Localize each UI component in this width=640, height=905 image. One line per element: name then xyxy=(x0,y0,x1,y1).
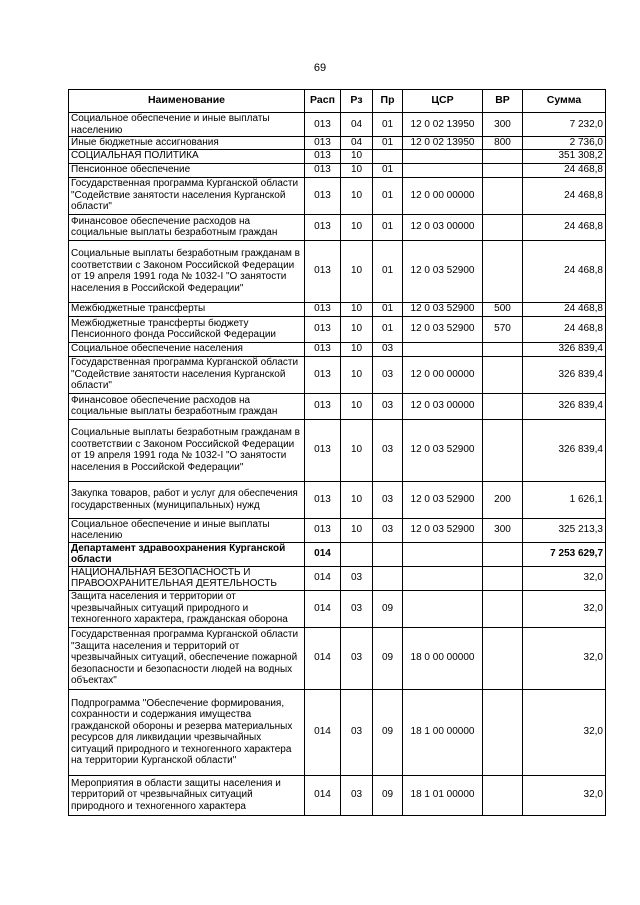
row-sum-cell: 24 468,8 xyxy=(523,302,606,316)
row-vr-cell xyxy=(483,627,523,689)
row-sum-cell: 7 232,0 xyxy=(523,113,606,137)
row-rasp-cell: 014 xyxy=(305,627,341,689)
row-vr-cell xyxy=(483,590,523,627)
row-rasp-cell: 014 xyxy=(305,689,341,775)
row-sum-cell: 32,0 xyxy=(523,627,606,689)
row-rz-cell: 10 xyxy=(341,356,373,393)
row-name-cell: Пенсионное обеспечение xyxy=(69,163,305,177)
row-name-cell: СОЦИАЛЬНАЯ ПОЛИТИКА xyxy=(69,149,305,163)
row-name-cell: Социальное обеспечение и иные выплаты населению xyxy=(69,113,305,137)
header-name: Наименование xyxy=(69,90,305,113)
row-sum-cell: 32,0 xyxy=(523,590,606,627)
row-csr-cell: 12 0 03 00000 xyxy=(403,393,483,419)
row-pr-cell xyxy=(373,542,403,566)
row-sum-cell: 326 839,4 xyxy=(523,419,606,481)
row-pr-cell: 03 xyxy=(373,342,403,356)
table-row xyxy=(69,214,606,240)
row-pr-cell: 03 xyxy=(373,518,403,542)
row-sum-cell: 32,0 xyxy=(523,775,606,815)
row-vr-cell xyxy=(483,214,523,240)
row-sum-cell: 7 253 629,7 xyxy=(523,542,606,566)
row-pr-cell: 01 xyxy=(373,240,403,302)
row-sum-cell: 2 736,0 xyxy=(523,137,606,150)
row-vr-cell: 570 xyxy=(483,316,523,342)
row-rz-cell: 10 xyxy=(341,177,373,214)
row-pr-cell: 09 xyxy=(373,627,403,689)
row-pr-cell: 01 xyxy=(373,163,403,177)
row-csr-cell: 12 0 03 00000 xyxy=(403,214,483,240)
row-rz-cell: 10 xyxy=(341,302,373,316)
row-pr-cell xyxy=(373,566,403,590)
row-name-cell: Государственная программа Курганской области "Защита населения и территорий от чрезвычайных ситуаций, обеспечение пожарной безопасности и безопасности людей на водных объектах" xyxy=(69,627,305,689)
row-pr-cell: 03 xyxy=(373,481,403,518)
row-csr-cell: 18 0 00 00000 xyxy=(403,627,483,689)
row-sum-cell: 24 468,8 xyxy=(523,316,606,342)
row-rasp-cell: 013 xyxy=(305,342,341,356)
table-row xyxy=(69,342,606,356)
table-row xyxy=(69,149,606,163)
row-vr-cell: 800 xyxy=(483,137,523,150)
row-vr-cell xyxy=(483,775,523,815)
row-name-cell: Департамент здравоохранения Курганской области xyxy=(69,542,305,566)
row-vr-cell xyxy=(483,689,523,775)
table-row xyxy=(69,590,606,627)
row-csr-cell: 12 0 03 52900 xyxy=(403,518,483,542)
table-header-row xyxy=(69,90,606,113)
table-row xyxy=(69,419,606,481)
row-csr-cell xyxy=(403,590,483,627)
row-vr-cell xyxy=(483,393,523,419)
row-pr-cell: 01 xyxy=(373,302,403,316)
table-row xyxy=(69,113,606,137)
budget-table xyxy=(68,89,606,816)
table-row xyxy=(69,689,606,775)
row-sum-cell: 24 468,8 xyxy=(523,214,606,240)
row-name-cell: Межбюджетные трансферты xyxy=(69,302,305,316)
row-csr-cell xyxy=(403,542,483,566)
row-rasp-cell: 014 xyxy=(305,566,341,590)
row-rz-cell: 03 xyxy=(341,689,373,775)
row-pr-cell: 01 xyxy=(373,177,403,214)
table-row xyxy=(69,566,606,590)
row-rasp-cell: 013 xyxy=(305,316,341,342)
row-sum-cell: 326 839,4 xyxy=(523,356,606,393)
row-rz-cell: 10 xyxy=(341,163,373,177)
row-name-cell: Государственная программа Курганской области "Содействие занятости населения Курганской области" xyxy=(69,356,305,393)
row-rasp-cell: 013 xyxy=(305,177,341,214)
row-rz-cell: 10 xyxy=(341,393,373,419)
row-name-cell: Социальное обеспечение и иные выплаты населению xyxy=(69,518,305,542)
row-sum-cell: 325 213,3 xyxy=(523,518,606,542)
row-vr-cell xyxy=(483,177,523,214)
row-vr-cell: 200 xyxy=(483,481,523,518)
row-vr-cell xyxy=(483,419,523,481)
row-rasp-cell: 013 xyxy=(305,356,341,393)
row-pr-cell: 01 xyxy=(373,113,403,137)
row-pr-cell: 03 xyxy=(373,393,403,419)
row-pr-cell: 09 xyxy=(373,590,403,627)
row-vr-cell xyxy=(483,163,523,177)
row-name-cell: Социальные выплаты безработным гражданам в соответствии с Законом Российской Федерации от 19 апреля 1991 года № 1032-I "О занятости населения в Российской Федерации" xyxy=(69,240,305,302)
row-sum-cell: 32,0 xyxy=(523,566,606,590)
row-name-cell: НАЦИОНАЛЬНАЯ БЕЗОПАСНОСТЬ И ПРАВООХРАНИТЕЛЬНАЯ ДЕЯТЕЛЬНОСТЬ xyxy=(69,566,305,590)
header-rasp: Расп xyxy=(305,90,341,113)
row-vr-cell xyxy=(483,149,523,163)
header-vr: ВР xyxy=(483,90,523,113)
table-row xyxy=(69,356,606,393)
row-rasp-cell: 013 xyxy=(305,149,341,163)
row-name-cell: Межбюджетные трансферты бюджету Пенсионного фонда Российской Федерации xyxy=(69,316,305,342)
row-rasp-cell: 013 xyxy=(305,137,341,150)
row-sum-cell: 351 308,2 xyxy=(523,149,606,163)
row-rasp-cell: 013 xyxy=(305,481,341,518)
row-sum-cell: 24 468,8 xyxy=(523,163,606,177)
row-rz-cell: 10 xyxy=(341,240,373,302)
row-rz-cell: 03 xyxy=(341,566,373,590)
row-pr-cell xyxy=(373,149,403,163)
row-name-cell: Социальные выплаты безработным гражданам в соответствии с Законом Российской Федерации от 19 апреля 1991 года № 1032-I "О занятости населения в Российской Федерации" xyxy=(69,419,305,481)
table-row xyxy=(69,163,606,177)
row-sum-cell: 326 839,4 xyxy=(523,342,606,356)
row-pr-cell: 03 xyxy=(373,356,403,393)
row-pr-cell: 01 xyxy=(373,214,403,240)
table-row xyxy=(69,240,606,302)
header-pr: Пр xyxy=(373,90,403,113)
table-row xyxy=(69,316,606,342)
row-rasp-cell: 014 xyxy=(305,775,341,815)
row-sum-cell: 1 626,1 xyxy=(523,481,606,518)
row-sum-cell: 24 468,8 xyxy=(523,177,606,214)
row-rasp-cell: 013 xyxy=(305,419,341,481)
row-rasp-cell: 014 xyxy=(305,590,341,627)
row-csr-cell xyxy=(403,163,483,177)
row-pr-cell: 01 xyxy=(373,316,403,342)
row-rasp-cell: 013 xyxy=(305,113,341,137)
row-rasp-cell: 014 xyxy=(305,542,341,566)
row-csr-cell: 12 0 03 52900 xyxy=(403,481,483,518)
row-pr-cell: 03 xyxy=(373,419,403,481)
row-csr-cell: 18 1 01 00000 xyxy=(403,775,483,815)
row-csr-cell: 12 0 00 00000 xyxy=(403,177,483,214)
page-number: 69 xyxy=(313,62,327,74)
table-row xyxy=(69,177,606,214)
row-rasp-cell: 013 xyxy=(305,302,341,316)
row-csr-cell: 12 0 00 00000 xyxy=(403,356,483,393)
row-sum-cell: 24 468,8 xyxy=(523,240,606,302)
row-csr-cell: 12 0 02 13950 xyxy=(403,137,483,150)
header-sum: Сумма xyxy=(523,90,606,113)
row-csr-cell: 12 0 02 13950 xyxy=(403,113,483,137)
row-csr-cell xyxy=(403,566,483,590)
row-name-cell: Мероприятия в области защиты населения и территорий от чрезвычайных ситуаций природного и техногенного характера xyxy=(69,775,305,815)
header-rz: Рз xyxy=(341,90,373,113)
row-rasp-cell: 013 xyxy=(305,393,341,419)
table-row xyxy=(69,137,606,150)
row-rz-cell: 03 xyxy=(341,627,373,689)
row-name-cell: Государственная программа Курганской области "Содействие занятости населения Курганской области" xyxy=(69,177,305,214)
row-rz-cell: 10 xyxy=(341,419,373,481)
row-name-cell: Финансовое обеспечение расходов на социальные выплаты безработным граждан xyxy=(69,393,305,419)
row-rz-cell: 10 xyxy=(341,149,373,163)
row-vr-cell xyxy=(483,356,523,393)
row-rz-cell: 04 xyxy=(341,137,373,150)
row-vr-cell xyxy=(483,342,523,356)
row-rz-cell: 10 xyxy=(341,342,373,356)
row-rz-cell: 10 xyxy=(341,316,373,342)
row-rz-cell: 03 xyxy=(341,590,373,627)
row-pr-cell: 09 xyxy=(373,775,403,815)
row-vr-cell xyxy=(483,566,523,590)
row-csr-cell xyxy=(403,149,483,163)
table-row xyxy=(69,542,606,566)
row-rz-cell xyxy=(341,542,373,566)
row-name-cell: Защита населения и территории от чрезвычайных ситуаций природного и техногенного характера, гражданская оборона xyxy=(69,590,305,627)
row-name-cell: Закупка товаров, работ и услуг для обеспечения государственных (муниципальных) нужд xyxy=(69,481,305,518)
row-rz-cell: 04 xyxy=(341,113,373,137)
row-rasp-cell: 013 xyxy=(305,518,341,542)
row-pr-cell: 01 xyxy=(373,137,403,150)
table-row xyxy=(69,481,606,518)
table-row xyxy=(69,627,606,689)
row-name-cell: Социальное обеспечение населения xyxy=(69,342,305,356)
row-rz-cell: 10 xyxy=(341,518,373,542)
row-rz-cell: 03 xyxy=(341,775,373,815)
row-pr-cell: 09 xyxy=(373,689,403,775)
row-sum-cell: 326 839,4 xyxy=(523,393,606,419)
row-rasp-cell: 013 xyxy=(305,163,341,177)
table-row xyxy=(69,518,606,542)
row-csr-cell: 12 0 03 52900 xyxy=(403,302,483,316)
row-csr-cell: 12 0 03 52900 xyxy=(403,316,483,342)
row-csr-cell xyxy=(403,342,483,356)
row-name-cell: Финансовое обеспечение расходов на социальные выплаты безработным граждан xyxy=(69,214,305,240)
row-vr-cell: 500 xyxy=(483,302,523,316)
table-row xyxy=(69,775,606,815)
header-csr: ЦСР xyxy=(403,90,483,113)
row-vr-cell xyxy=(483,240,523,302)
table-row xyxy=(69,393,606,419)
row-vr-cell xyxy=(483,542,523,566)
row-vr-cell: 300 xyxy=(483,113,523,137)
row-rasp-cell: 013 xyxy=(305,240,341,302)
row-sum-cell: 32,0 xyxy=(523,689,606,775)
row-rasp-cell: 013 xyxy=(305,214,341,240)
row-name-cell: Иные бюджетные ассигнования xyxy=(69,137,305,150)
row-name-cell: Подпрограмма "Обеспечение формирования, сохранности и содержания имущества гражданской обороны и резерва материальных ресурсов для ликвидации чрезвычайных ситуаций природного и техногенного характера на территории Курганской области" xyxy=(69,689,305,775)
row-vr-cell: 300 xyxy=(483,518,523,542)
table-row xyxy=(69,302,606,316)
row-csr-cell: 18 1 00 00000 xyxy=(403,689,483,775)
row-rz-cell: 10 xyxy=(341,481,373,518)
row-csr-cell: 12 0 03 52900 xyxy=(403,419,483,481)
row-csr-cell: 12 0 03 52900 xyxy=(403,240,483,302)
row-rz-cell: 10 xyxy=(341,214,373,240)
